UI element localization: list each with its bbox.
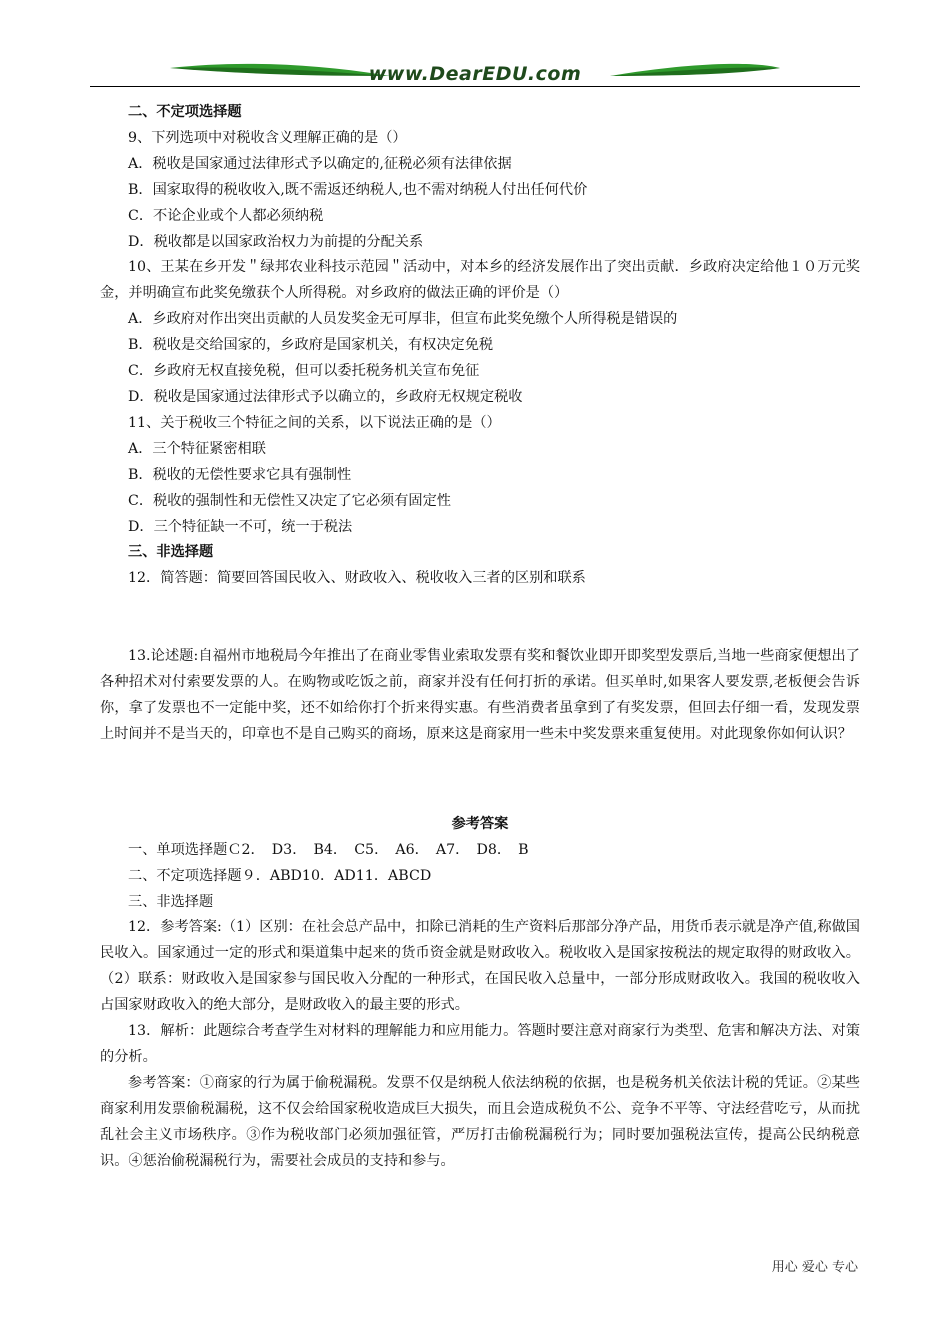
- question-13: 13.论述题:自福州市地税局今年推出了在商业零售业索取发票有奖和餐饮业即开即奖型发票后,当地一些商家便想出了各种招术对付索要发票的人。在购物或吃饭之前，商家并没有任何打折的承诺。但买单时,如果客人要发票,老板便会告诉你，拿了发票也不一定能中奖，还不如给你打个折来得实惠。有些消费者虽拿到了有奖发票，但回去仔细一看，发现发票上时间并不是当天的，印章也不是自己购买的商场，原来这是商家用一些未中奖发票来重复使用。对此现象你如何认识？: [100, 648, 860, 742]
- site-logo-text[interactable]: www.DearEDU.com: [368, 63, 582, 85]
- q9-option-d: D．税收都是以国家政治权力为前提的分配关系: [128, 233, 424, 250]
- question-10-stem: 10、王某在乡开发＂绿邦农业科技示范园＂活动中，对本乡的经济发展作出了突出贡献．乡政府决定给他１０万元奖金，并明确宣布此奖免缴获个人所得税。对乡政府的做法正确的评价是（）: [100, 259, 860, 302]
- q9-option-b: B．国家取得的税收收入,既不需返还纳税人,也不需对纳税人付出任何代价: [128, 181, 588, 198]
- q10-option-c: C．乡政府无权直接免税，但可以委托税务机关宣布免征: [128, 363, 480, 380]
- section-title-3: 三、非选择题: [128, 544, 214, 561]
- document-body: [100, 100, 860, 1175]
- answer-13-reference: 参考答案：①商家的行为属于偷税漏税。发票不仅是纳税人依法纳税的依据，也是税务机关依法计税的凭证。②某些商家利用发票偷税漏税，这不仅会给国家税收造成巨大损失，而且会造成税负不公、竞争不平等、守法经营吃亏，从而扰乱社会主义市场秩序。③作为税收部门必须加强征管，严厉打击偷税漏税行为；同时要加强税法宣传，提高公民纳税意识。④惩治偷税漏税行为，需要社会成员的支持和参与。: [100, 1074, 860, 1169]
- question-11-stem: 11、关于税收三个特征之间的关系，以下说法正确的是（）: [128, 414, 501, 431]
- section-title-2: 二、不定项选择题: [128, 104, 242, 120]
- q9-option-c: C．不论企业或个人都必须纳税: [128, 207, 324, 224]
- q10-option-b: B．税收是交给国家的，乡政府是国家机关，有权决定免税: [128, 337, 494, 354]
- page-footer: 用心 爱心 专心: [771, 1260, 858, 1275]
- answers-single-choice: 一、单项选择题Ｃ2． D3． B4． C5． A6． A7． D8． B: [128, 841, 529, 858]
- header-rule: [90, 86, 860, 87]
- q11-option-b: B．税收的无偿性要求它具有强制性: [128, 466, 352, 483]
- question-12: 12．简答题：简要回答国民收入、财政收入、税收收入三者的区别和联系: [128, 570, 586, 587]
- question-9-stem: 9、下列选项中对税收含义理解正确的是（）: [128, 129, 407, 146]
- q9-option-a: A．税收是国家通过法律形式予以确定的,征税必须有法律依据: [128, 155, 512, 172]
- q10-option-a: A．乡政府对作出突出贡献的人员发奖金无可厚非，但宣布此奖免缴个人所得税是错误的: [128, 311, 678, 328]
- answer-12: 12．参考答案:（1）区别：在社会总产品中，扣除已消耗的生产资料后那部分净产品，用货币表示就是净产值,称做国民收入。国家通过一定的形式和渠道集中起来的货币资金就是财政收入。税收收入是国家按税法的规定取得的财政收入。（2）联系：财政收入是国家参与国民收入分配的一种形式，在国民收入总量中，一部分形成财政收入。我国的税收收入占国家财政收入的绝大部分，是财政收入的最主要的形式。: [100, 919, 860, 1014]
- q11-option-a: A．三个特征紧密相联: [128, 440, 266, 457]
- answers-title: 参考答案: [451, 815, 509, 832]
- q11-option-c: C．税收的强制性和无偿性又决定了它必须有固定性: [128, 492, 451, 509]
- q10-option-d: D．税收是国家通过法律形式予以确立的，乡政府无权规定税收: [128, 388, 523, 405]
- answers-multi-choice: 二、不定项选择题９．ABD10．AD11．ABCD: [128, 867, 432, 884]
- q11-option-d: D．三个特征缺一不可，统一于税法: [128, 518, 353, 535]
- answer-13-analysis: 13．解析：此题综合考查学生对材料的理解能力和应用能力。答题时要注意对商家行为类型、危害和解决方法、对策的分析。: [100, 1023, 860, 1065]
- answers-non-choice-title: 三、非选择题: [128, 893, 214, 910]
